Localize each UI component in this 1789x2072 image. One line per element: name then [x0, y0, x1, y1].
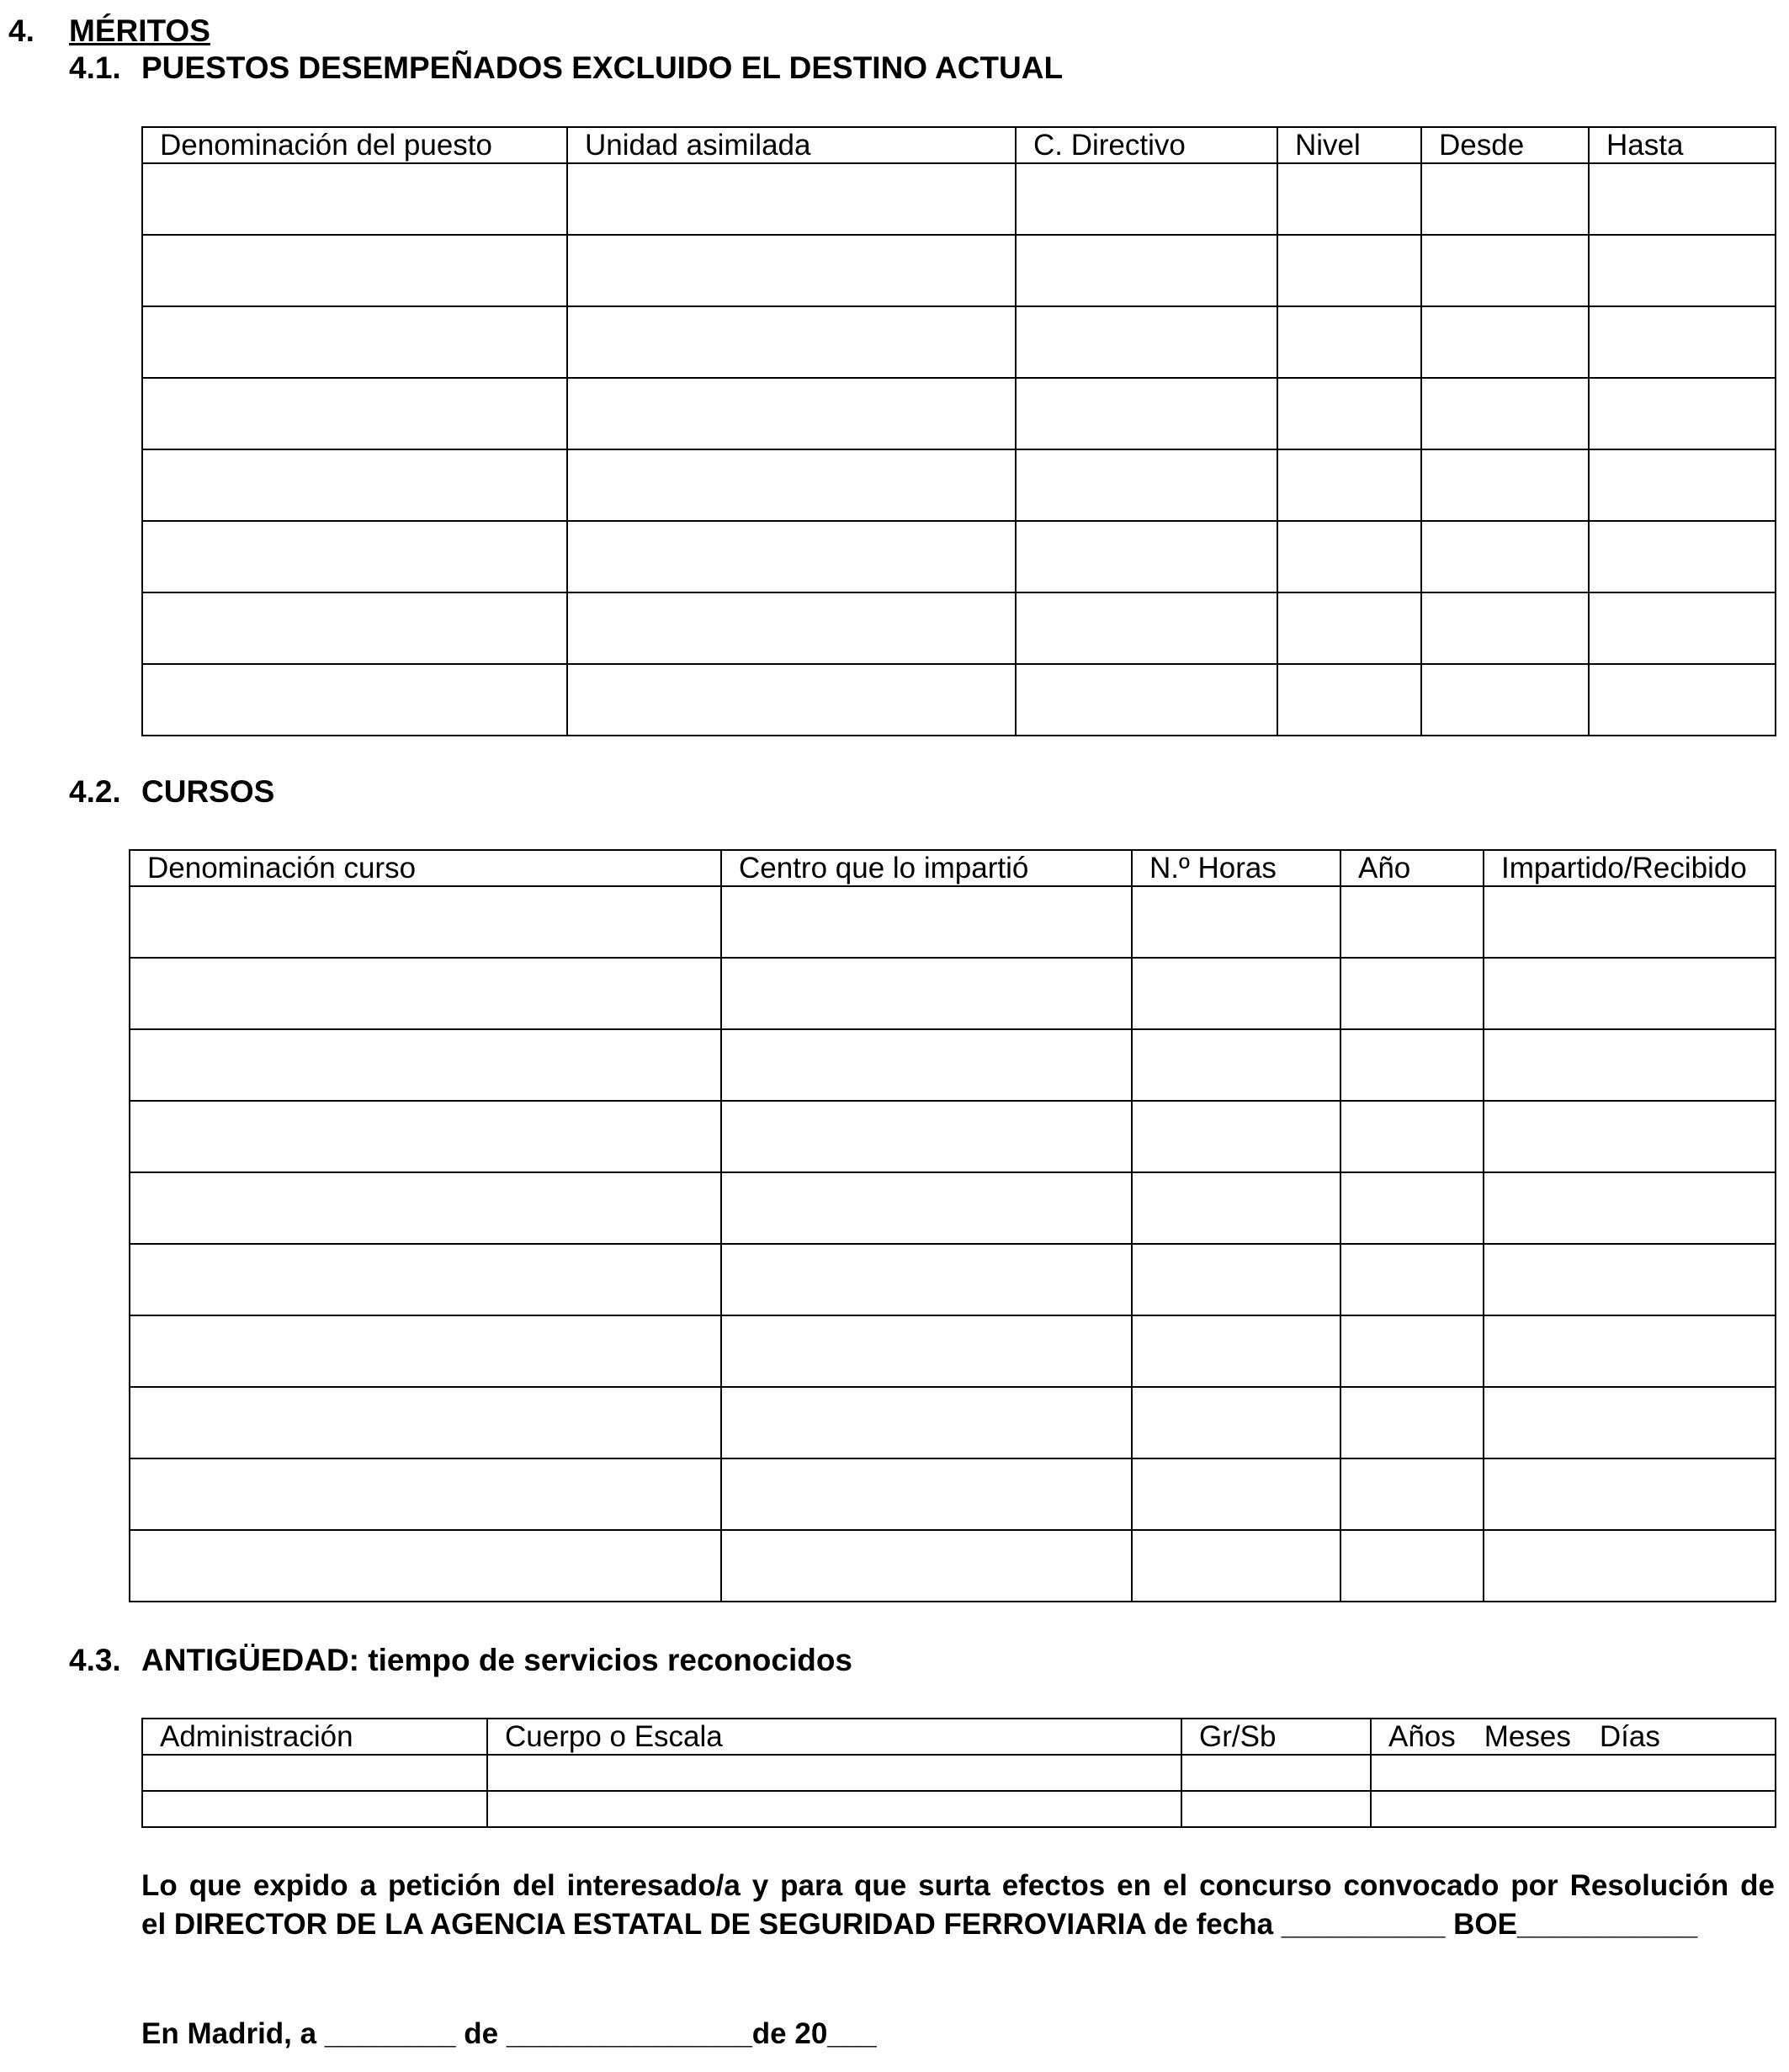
col-c-directivo: C. Directivo: [1016, 127, 1277, 163]
seniority-header-row: [142, 1719, 1776, 1755]
table-cell: [1340, 958, 1484, 1029]
col-denominacion-puesto: Denominación del puesto: [142, 127, 567, 163]
table-cell: [1132, 1029, 1340, 1101]
table-cell: [721, 1387, 1132, 1458]
table-cell: [1277, 592, 1421, 664]
table-row: [142, 378, 1776, 449]
col-impartido-recibido: Impartido/Recibido: [1484, 850, 1776, 886]
table-cell: [721, 1029, 1132, 1101]
table-cell: [130, 958, 721, 1029]
col-cuerpo-escala: Cuerpo o Escala: [487, 1719, 1181, 1755]
table-cell: [1181, 1791, 1371, 1827]
table-cell: [142, 664, 567, 736]
table-cell: [1484, 1172, 1776, 1244]
table-row: [142, 664, 1776, 736]
table-cell: [1132, 1458, 1340, 1530]
table-cell: [1132, 1172, 1340, 1244]
table-cell: [1589, 306, 1776, 378]
table-row: [130, 1101, 1776, 1172]
table-cell: [142, 306, 567, 378]
table-cell: [1589, 163, 1776, 235]
table-cell: [1340, 1101, 1484, 1172]
table-cell: [130, 1458, 721, 1530]
table-row: [130, 1458, 1776, 1530]
section-number: 4.: [8, 13, 35, 48]
table-cell: [567, 592, 1016, 664]
table-row: [130, 958, 1776, 1029]
table-cell: [130, 1101, 721, 1172]
col-meses: Meses: [1484, 1720, 1571, 1753]
subsection-title-4-3: ANTIGÜEDAD: tiempo de servicios reconocidos: [141, 1643, 853, 1677]
col-desde: Desde: [1421, 127, 1589, 163]
table-cell: [1589, 449, 1776, 521]
table-cell: [1484, 1530, 1776, 1602]
table-cell: [130, 1530, 721, 1602]
table-cell: [1484, 1387, 1776, 1458]
table-cell: [721, 1530, 1132, 1602]
table-cell: [567, 664, 1016, 736]
table-cell: [567, 306, 1016, 378]
table-cell: [721, 1458, 1132, 1530]
table-cell: [1421, 521, 1589, 592]
table-cell: [1016, 449, 1277, 521]
table-cell: [1340, 1172, 1484, 1244]
col-centro: Centro que lo impartió: [721, 850, 1132, 886]
table-cell: [1132, 1244, 1340, 1315]
table-cell: [721, 1244, 1132, 1315]
table-cell: [567, 163, 1016, 235]
table-cell: [130, 1244, 721, 1315]
positions-header-row: [142, 127, 1776, 163]
courses-table: [129, 849, 1776, 1602]
col-denominacion-curso: Denominación curso: [130, 850, 721, 886]
subsection-title-4-1: PUESTOS DESEMPEÑADOS EXCLUIDO EL DESTINO ACTUAL: [141, 50, 1064, 85]
table-cell: [1484, 1458, 1776, 1530]
col-anio: Año: [1340, 850, 1484, 886]
table-cell: [1016, 306, 1277, 378]
table-cell: [1340, 1530, 1484, 1602]
table-cell: [721, 1172, 1132, 1244]
subsection-number-4-1: 4.1.: [69, 50, 121, 85]
table-cell: [1484, 1315, 1776, 1387]
table-cell: [130, 1387, 721, 1458]
subsection-number-4-3: 4.3.: [69, 1643, 121, 1677]
table-cell: [130, 1029, 721, 1101]
table-cell: [1277, 664, 1421, 736]
table-row: [142, 163, 1776, 235]
subsection-title-4-2: CURSOS: [141, 774, 275, 809]
table-row: [130, 1530, 1776, 1602]
table-cell: [142, 235, 567, 306]
table-cell: [1421, 163, 1589, 235]
table-row: [130, 1029, 1776, 1101]
table-cell: [1589, 664, 1776, 736]
table-cell: [130, 886, 721, 958]
table-cell: [1589, 521, 1776, 592]
table-cell: [1132, 886, 1340, 958]
table-cell: [1016, 521, 1277, 592]
col-nivel: Nivel: [1277, 127, 1421, 163]
table-cell: [721, 1101, 1132, 1172]
table-cell: [1340, 1029, 1484, 1101]
table-cell: [721, 958, 1132, 1029]
closing-line-1: Lo que expido a petición del interesado/a y para que surta efectos en el concurso convocado por Resolución de: [141, 1869, 1775, 1902]
col-anios: Años: [1388, 1720, 1456, 1753]
col-gr-sb: Gr/Sb: [1181, 1719, 1371, 1755]
table-cell: [1340, 1458, 1484, 1530]
table-cell: [567, 449, 1016, 521]
table-cell: [487, 1791, 1181, 1827]
table-row: [142, 306, 1776, 378]
table-cell: [1421, 306, 1589, 378]
table-row: [130, 1387, 1776, 1458]
table-cell: [1589, 378, 1776, 449]
table-cell: [1340, 1315, 1484, 1387]
table-cell: [567, 378, 1016, 449]
col-duracion: [1371, 1719, 1776, 1755]
table-cell: [1132, 958, 1340, 1029]
table-cell: [142, 163, 567, 235]
table-cell: [1371, 1755, 1776, 1791]
table-row: [130, 1244, 1776, 1315]
table-cell: [1277, 521, 1421, 592]
table-cell: [142, 378, 567, 449]
table-cell: [1484, 958, 1776, 1029]
table-cell: [1589, 235, 1776, 306]
table-cell: [1421, 378, 1589, 449]
table-cell: [1589, 592, 1776, 664]
table-cell: [1277, 378, 1421, 449]
table-row: [130, 1172, 1776, 1244]
col-administracion: Administración: [142, 1719, 487, 1755]
table-row: [142, 592, 1776, 664]
positions-table: [141, 126, 1776, 736]
table-cell: [1016, 163, 1277, 235]
table-cell: [130, 1172, 721, 1244]
table-cell: [1371, 1791, 1776, 1827]
col-horas: N.º Horas: [1132, 850, 1340, 886]
table-cell: [1484, 1244, 1776, 1315]
table-cell: [142, 592, 567, 664]
subsection-number-4-2: 4.2.: [69, 774, 121, 809]
table-row: [130, 886, 1776, 958]
table-cell: [487, 1755, 1181, 1791]
col-unidad-asimilada: Unidad asimilada: [567, 127, 1016, 163]
table-cell: [1421, 592, 1589, 664]
table-cell: [1181, 1755, 1371, 1791]
table-cell: [721, 1315, 1132, 1387]
table-cell: [1016, 235, 1277, 306]
table-cell: [721, 886, 1132, 958]
table-row: [142, 521, 1776, 592]
col-hasta: Hasta: [1589, 127, 1776, 163]
table-cell: [1016, 592, 1277, 664]
table-cell: [1340, 886, 1484, 958]
table-cell: [1277, 449, 1421, 521]
section-title: MÉRITOS: [69, 13, 210, 48]
table-cell: [1132, 1387, 1340, 1458]
table-cell: [567, 235, 1016, 306]
table-cell: [130, 1315, 721, 1387]
seniority-table: [141, 1718, 1776, 1828]
table-row: [142, 235, 1776, 306]
table-cell: [1277, 235, 1421, 306]
table-cell: [1132, 1101, 1340, 1172]
table-cell: [1016, 664, 1277, 736]
table-cell: [1421, 449, 1589, 521]
table-row: [142, 1791, 1776, 1827]
signature-line: En Madrid, a ________ de _______________de 20___: [141, 2017, 877, 2050]
closing-paragraph: [141, 1867, 1775, 1944]
table-cell: [142, 449, 567, 521]
courses-header-row: [130, 850, 1776, 886]
table-cell: [1484, 1029, 1776, 1101]
closing-line-2: el DIRECTOR DE LA AGENCIA ESTATAL DE SEGURIDAD FERROVIARIA de fecha __________ BOE___________: [141, 1908, 1698, 1941]
table-cell: [1277, 306, 1421, 378]
table-cell: [1484, 1101, 1776, 1172]
table-cell: [142, 1755, 487, 1791]
table-cell: [1132, 1530, 1340, 1602]
table-cell: [142, 521, 567, 592]
table-cell: [1484, 886, 1776, 958]
col-dias: Días: [1599, 1720, 1660, 1753]
table-cell: [1421, 664, 1589, 736]
table-cell: [1277, 163, 1421, 235]
table-row: [142, 1755, 1776, 1791]
table-cell: [567, 521, 1016, 592]
table-row: [142, 449, 1776, 521]
table-cell: [1016, 378, 1277, 449]
table-row: [130, 1315, 1776, 1387]
table-cell: [1132, 1315, 1340, 1387]
table-cell: [142, 1791, 487, 1827]
table-cell: [1340, 1244, 1484, 1315]
table-cell: [1340, 1387, 1484, 1458]
table-cell: [1421, 235, 1589, 306]
